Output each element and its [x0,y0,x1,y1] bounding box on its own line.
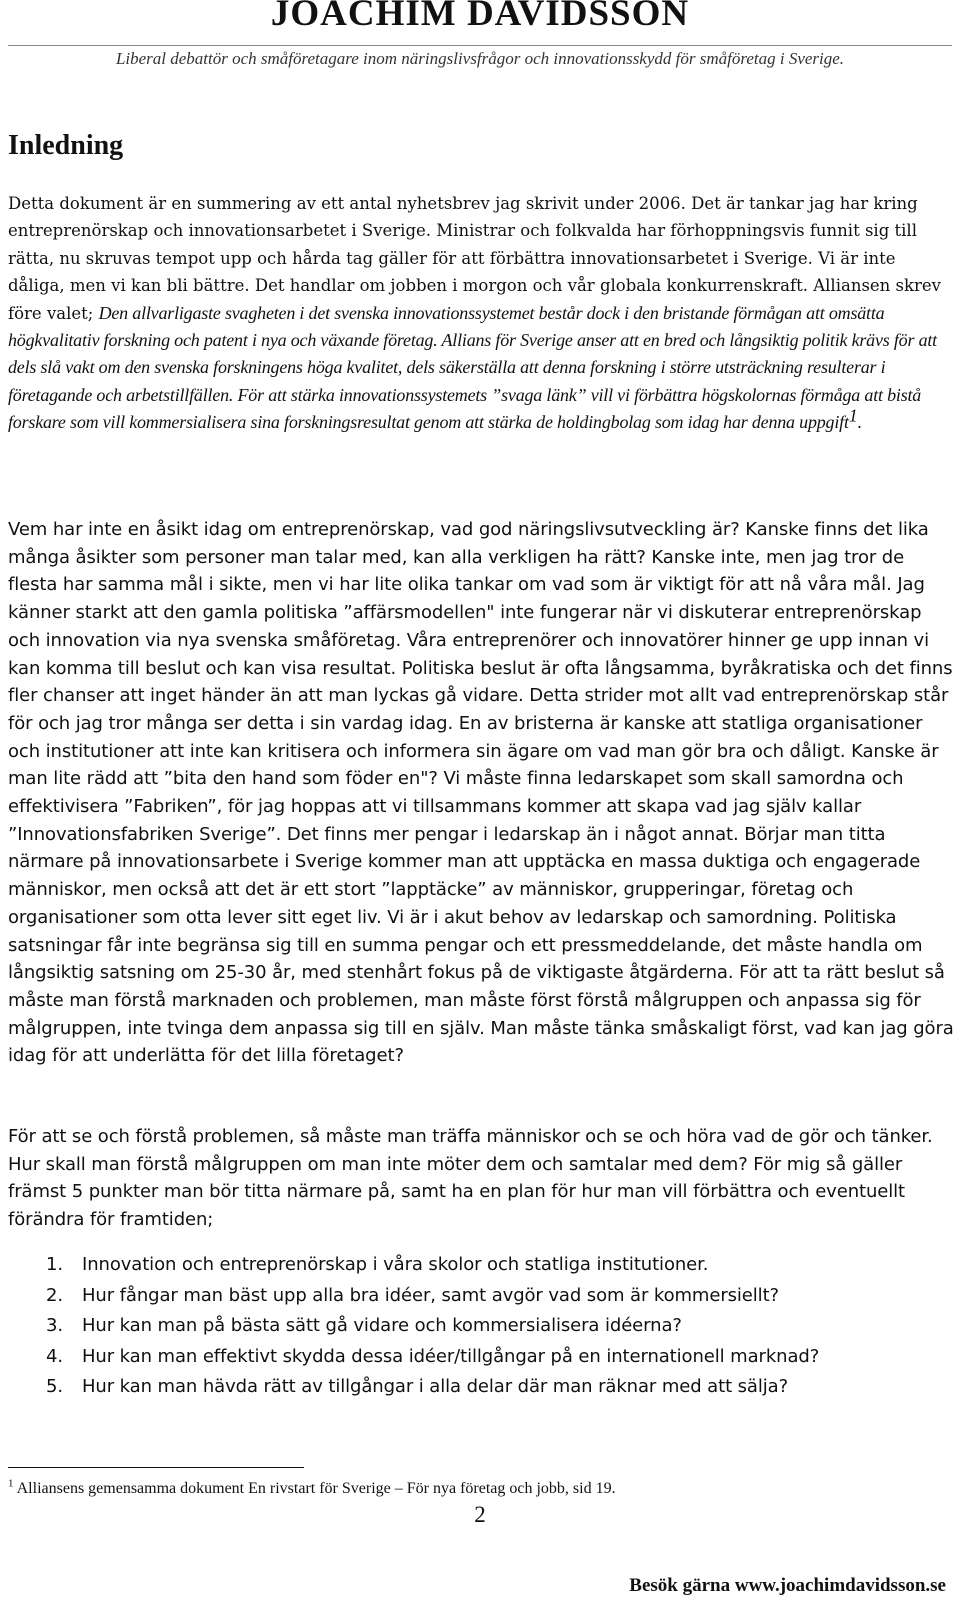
list-item-text: Hur fångar man bäst upp alla bra idéer, samt avgör vad som är kommersiellt? [82,1284,779,1306]
list-item [8,1342,819,1373]
footnote [8,1477,616,1498]
body-paragraph-3: För att se och förstå problemen, så måste man träffa människor och se och höra vad de gör och tänker. Hur skall man förstå målgruppen om man inte möter dem och samtalar med dem? För mig så gäller främst 5 punkter man bör titta närmare på, samt ha en plan för hur man vill förbättra och eventuellt förändra för framtiden; [8,1126,933,1231]
footnote-text: Alliansens gemensamma dokument En rivstart för Sverige – För nya företag och jobb, sid 19. [13,1480,616,1497]
list-item-text: Hur kan man effektivt skydda dessa idéer/tillgångar på en internationell marknad? [82,1345,820,1367]
footnote-number: 1 [8,1477,14,1490]
footnote-divider [8,1467,304,1468]
list-item [8,1311,819,1342]
header-title: JOACHIM DAVIDSSON [270,0,690,34]
section-heading: Inledning [8,130,124,161]
intro-text: Detta dokument är en summering av ett antal nyhetsbrev jag skrivit under 2006. Det är tankar jag har kring entreprenörskap och innovationsarbetet i Sverige. Ministrar och folkvalda har förhoppningsvis funnit sig till rätta, nu skruvas tempot upp och hårda tag gäller för att förbättra innovationsarbetet i Sverige. Vi är inte dåliga, men vi kan bli bättre. Det handlar om jobben i morgon och vår globala konkurrenskraft. Alliansen skrev före valet; [8,194,941,323]
list-item-text: Hur kan man på bästa sätt gå vidare och kommersialisera idéerna? [82,1315,682,1336]
list-item-number: 3. [46,1315,63,1336]
list-item-text: Hur kan man hävda rätt av tillgångar i alla delar där man räknar med att sälja? [82,1376,789,1397]
quote-end: . [857,412,862,433]
list-item [8,1250,819,1281]
page-number: 2 [474,1502,486,1527]
footer-website: Besök gärna www.joachimdavidsson.se [629,1575,946,1596]
list-item-number: 2. [46,1284,63,1306]
header-divider [8,45,952,46]
footnote-reference: 1 [848,405,858,426]
body-paragraph-2: Vem har inte en åsikt idag om entreprenörskap, vad god näringslivsutveckling är? Kanske finns det lika många åsikter som personer man talar med, kan alla verkligen ha rätt? Kanske inte, men jag tror de flesta har samma mål i sikte, men vi har lite olika tankar om vad som är viktigt för att nå våra mål. Jag känner starkt att den gamla politiska ”affärsmodellen" inte fungerar när vi diskuterar entreprenörskap och innovation via nya svenska småföretag. Våra entreprenörer och innovatörer hinner ge upp innan vi kan komma till beslut och kan visa resultat. Politiska beslut är ofta långsamma, byråkratiska och det finns fler chanser att inget händer än att man lyckas gå vidare. Detta strider mot allt vad entreprenörskap står för och jag tror många ser detta i sin vardag idag. En av bristerna är kanske att statliga organisationer och institutioner att inte kan kritisera och informera sin ägare om vad man gör bra och dåligt. Kanske är man lite rädd att ”bita den hand som föder en"? Vi måste finna ledarskapet som skall samordna och effektivisera ”Fabriken”, för jag hoppas att vi tillsammans kommer att skapa vad jag själv kallar ”Innovationsfabriken Sverige”. Det finns mer pengar i ledarskap än i något annat. Börjar man titta närmare på innovationsarbete i Sverige kommer man att upptäcka en massa duktiga och engagerade människor, men också att det är ett stort ”lapptäcke” av människor, grupperingar, företag och organisationer som otta lever sitt eget liv. Vi är i akut behov av ledarskap och samordning. Politiska satsningar får inte begränsa sig till en summa pengar och ett pressmeddelande, det måste handla om långsiktig satsning om 25-30 år, med stenhårt fokus på de viktigaste åtgärderna. För att ta rätt beslut så måste man förstå marknaden och problemen, man måste först förstå målgruppen och anpassa sig för målgruppen, inte tvinga dem anpassa sig till en själv. Man måste tänka småskaligt först, vad kan jag göra idag för att underlätta för det lilla företaget? [8,519,954,1067]
header-subtitle: Liberal debattör och småföretagare inom näringslivsfrågor och innovationsskydd för småföretag i Sverige. [115,49,845,68]
list-item-number: 4. [46,1345,63,1367]
numbered-list [8,1250,819,1403]
list-item [8,1372,819,1403]
quote-text: Den allvarligaste svagheten i det svenska innovationssystemet består dock i den bristande förmågan att omsätta högkvalitativ forskning och patent i nya och växande företag. Allians för Sverige anser att en bred och långsiktig politik krävs för att dels slå vakt om den svenska forskningens höga kvalitet, dels säkerställa att denna forskning i större utsträckning resulterar i företagande och arbetstillfällen. För att stärka innovationssystemets ”svaga länk” vill vi förbättra högskolornas förmåga att bistå forskare som vill kommersialisera sina forskningsresultat genom att stärka de holdingbolag som idag har denna uppgift [8,302,937,433]
intro-paragraph [8,190,954,437]
list-item [8,1281,819,1312]
list-item-text: Innovation och entreprenörskap i våra skolor och statliga institutioner. [82,1254,709,1275]
list-item-number: 1. [46,1254,63,1275]
list-item-number: 5. [46,1376,63,1397]
